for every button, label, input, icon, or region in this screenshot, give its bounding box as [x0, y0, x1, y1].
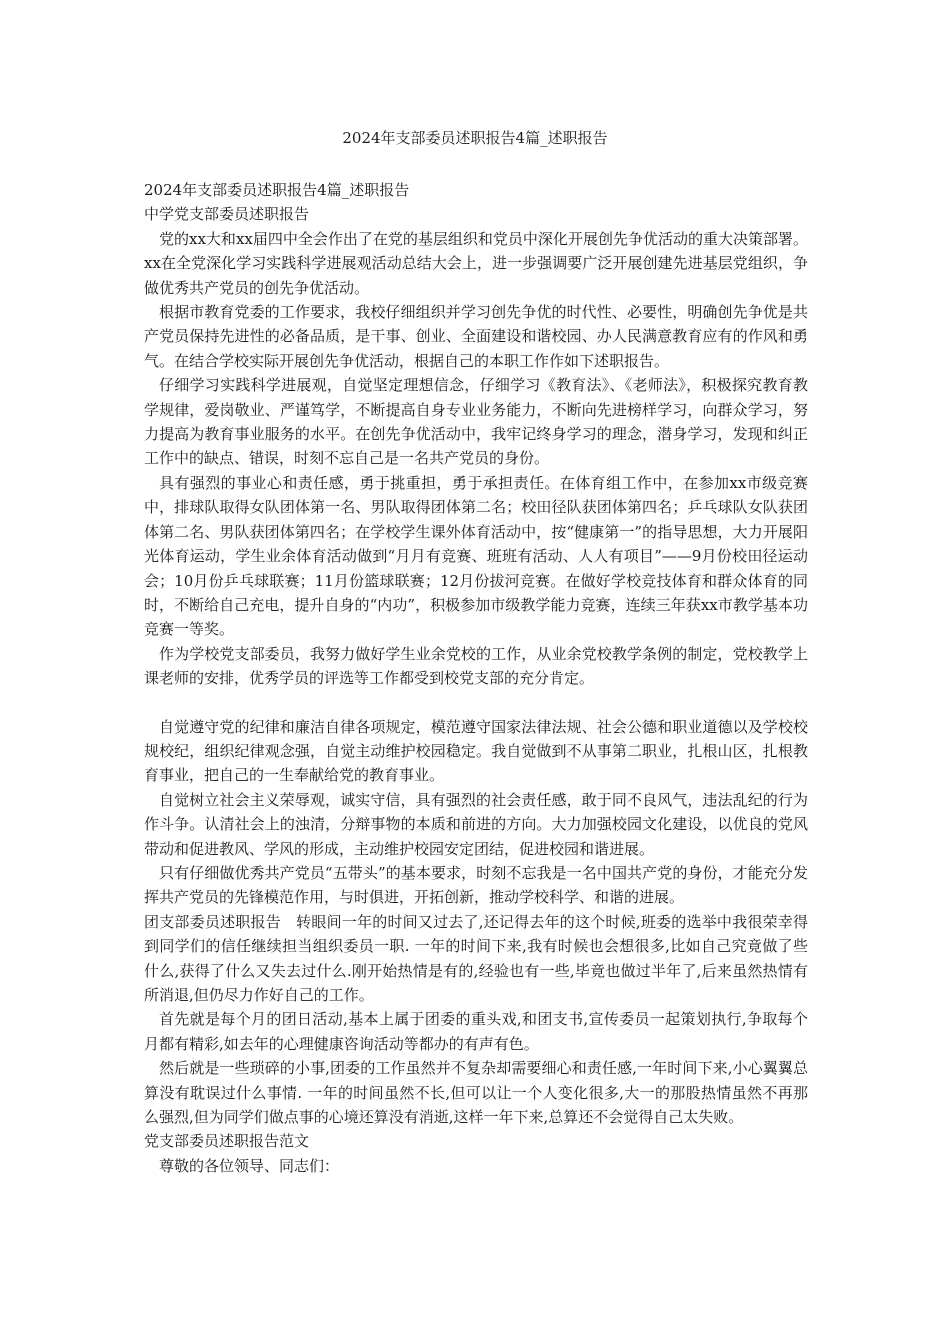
section-heading: 2024年支部委员述职报告4篇_述职报告: [144, 181, 410, 199]
paragraph: 作为学校党支部委员，我努力做好学生业余党校的工作，从业余党校教学条例的制定，党校教学上课老师的安排，优秀学员的评选等工作都受到校党支部的充分肯定。: [144, 644, 808, 688]
paragraph: 自觉树立社会主义荣辱观，诚实守信，具有强烈的社会责任感，敢于同不良风气，违法乱纪的行为作斗争。认清社会上的浊清，分辩事物的本质和前进的方向。大力加强校园文化建设，以优良的党风带动和促进教风、学风的形成，主动维护校园安定团结，促进校园和谐进展。: [144, 790, 808, 858]
section-heading: 团支部委员述职报告 转眼间一年的时间又过去了,还记得去年的这个时候,班委的选举中我很荣幸得到同学们的信任继续担当组织委员一职. 一年的时间下来,我有时候也会想很多,比如自己究竟做了些什么,获得了什么又失去过什么.刚开始热情是有的,经验也有一些,毕竟也做过半年了,后来虽然热情有所消退,但仍尽力作好自己的工作。: [144, 912, 808, 1004]
paragraph: 尊敬的各位领导、同志们：: [159, 1156, 340, 1175]
paragraph: 具有强烈的事业心和责任感，勇于挑重担，勇于承担责任。在体育组工作中，在参加xx市级竞赛中，排球队取得女队团体第一名、男队取得团体第二名；校田径队获团体第四名；乒乓球队女队获团体第二名、男队获团体第四名；在学校学生课外体育活动中，按“健康第一”的指导思想，大力开展阳光体育运动，学生业余体育活动做到“月月有竞赛、班班有活动、人人有项目”——9月份校田径运动会；10月份乒乓球联赛；11月份篮球联赛；12月份拔河竞赛。在做好学校竞技体育和群众体育的同时，不断给自己充电，提升自身的“内功”，积极参加市级教学能力竞赛，连续三年获xx市教学基本功竞赛一等奖。: [144, 473, 808, 639]
paragraph-gap: [144, 691, 808, 715]
paragraph: 仔细学习实践科学进展观，自觉坚定理想信念，仔细学习《教育法》、《老师法》，积极探究教育教学规律，爱岗敬业、严谨笃学，不断提高自身专业业务能力，不断向先进榜样学习，向群众学习，努力提高为教育事业服务的水平。在创先争优活动中，我牢记终身学习的理念，潜身学习，发现和纠正工作中的缺点、错误，时刻不忘自己是一名共产党员的身份。: [144, 376, 808, 468]
paragraph: 党的xx大和xx届四中全会作出了在党的基层组织和党员中深化开展创先争优活动的重大决策部署。xx在全党深化学习实践科学进展观活动总结大会上，进一步强调要广泛开展创建先进基层党组织，争做优秀共产党员的创先争优活动。: [144, 229, 808, 297]
paragraph: 然后就是一些琐碎的小事,团委的工作虽然并不复杂却需要细心和责任感,一年时间下来,小心翼翼总算没有耽误过什么事情. 一年的时间虽然不长,但可以让一个人变化很多,大一的那股热情虽然不再那么强烈,但为同学们做点事的心境还算没有消逝,这样一年下来,总算还不会觉得自己太失败。: [144, 1059, 808, 1127]
paragraph: 只有仔细做优秀共产党员“五带头”的基本要求，时刻不忘我是一名中国共产党的身份，才能充分发挥共产党员的先锋模范作用，与时俱进，开拓创新，推动学校科学、和谐的进展。: [144, 863, 808, 907]
section-heading: 中学党支部委员述职报告: [144, 205, 310, 224]
paragraph: 首先就是每个月的团日活动,基本上属于团委的重头戏,和团支书,宣传委员一起策划执行,争取每个月都有精彩,如去年的心理健康咨询活动等都办的有声有色。: [144, 1010, 808, 1053]
paragraph: 自觉遵守党的纪律和廉洁自律各项规定，模范遵守国家法律法规、社会公德和职业道德以及学校校规校纪，组织纪律观念强，自觉主动维护校园稳定。我自觉做到不从事第二职业，扎根山区，扎根教育事业，把自己的一生奉献给党的教育事业。: [144, 717, 808, 785]
document-title: 2024年支部委员述职报告4篇_述职报告: [342, 129, 608, 147]
document-body: [144, 178, 808, 1178]
paragraph: 根据市教育党委的工作要求，我校仔细组织并学习创先争优的时代性、必要性，明确创先争优是共产党员保持先进性的必备品质，是干事、创业、全面建设和谐校园、办人民满意教育应有的作风和勇气。在结合学校实际开展创先争优活动，根据自己的本职工作作如下述职报告。: [144, 303, 808, 370]
section-heading: 党支部委员述职报告范文: [144, 1132, 310, 1151]
